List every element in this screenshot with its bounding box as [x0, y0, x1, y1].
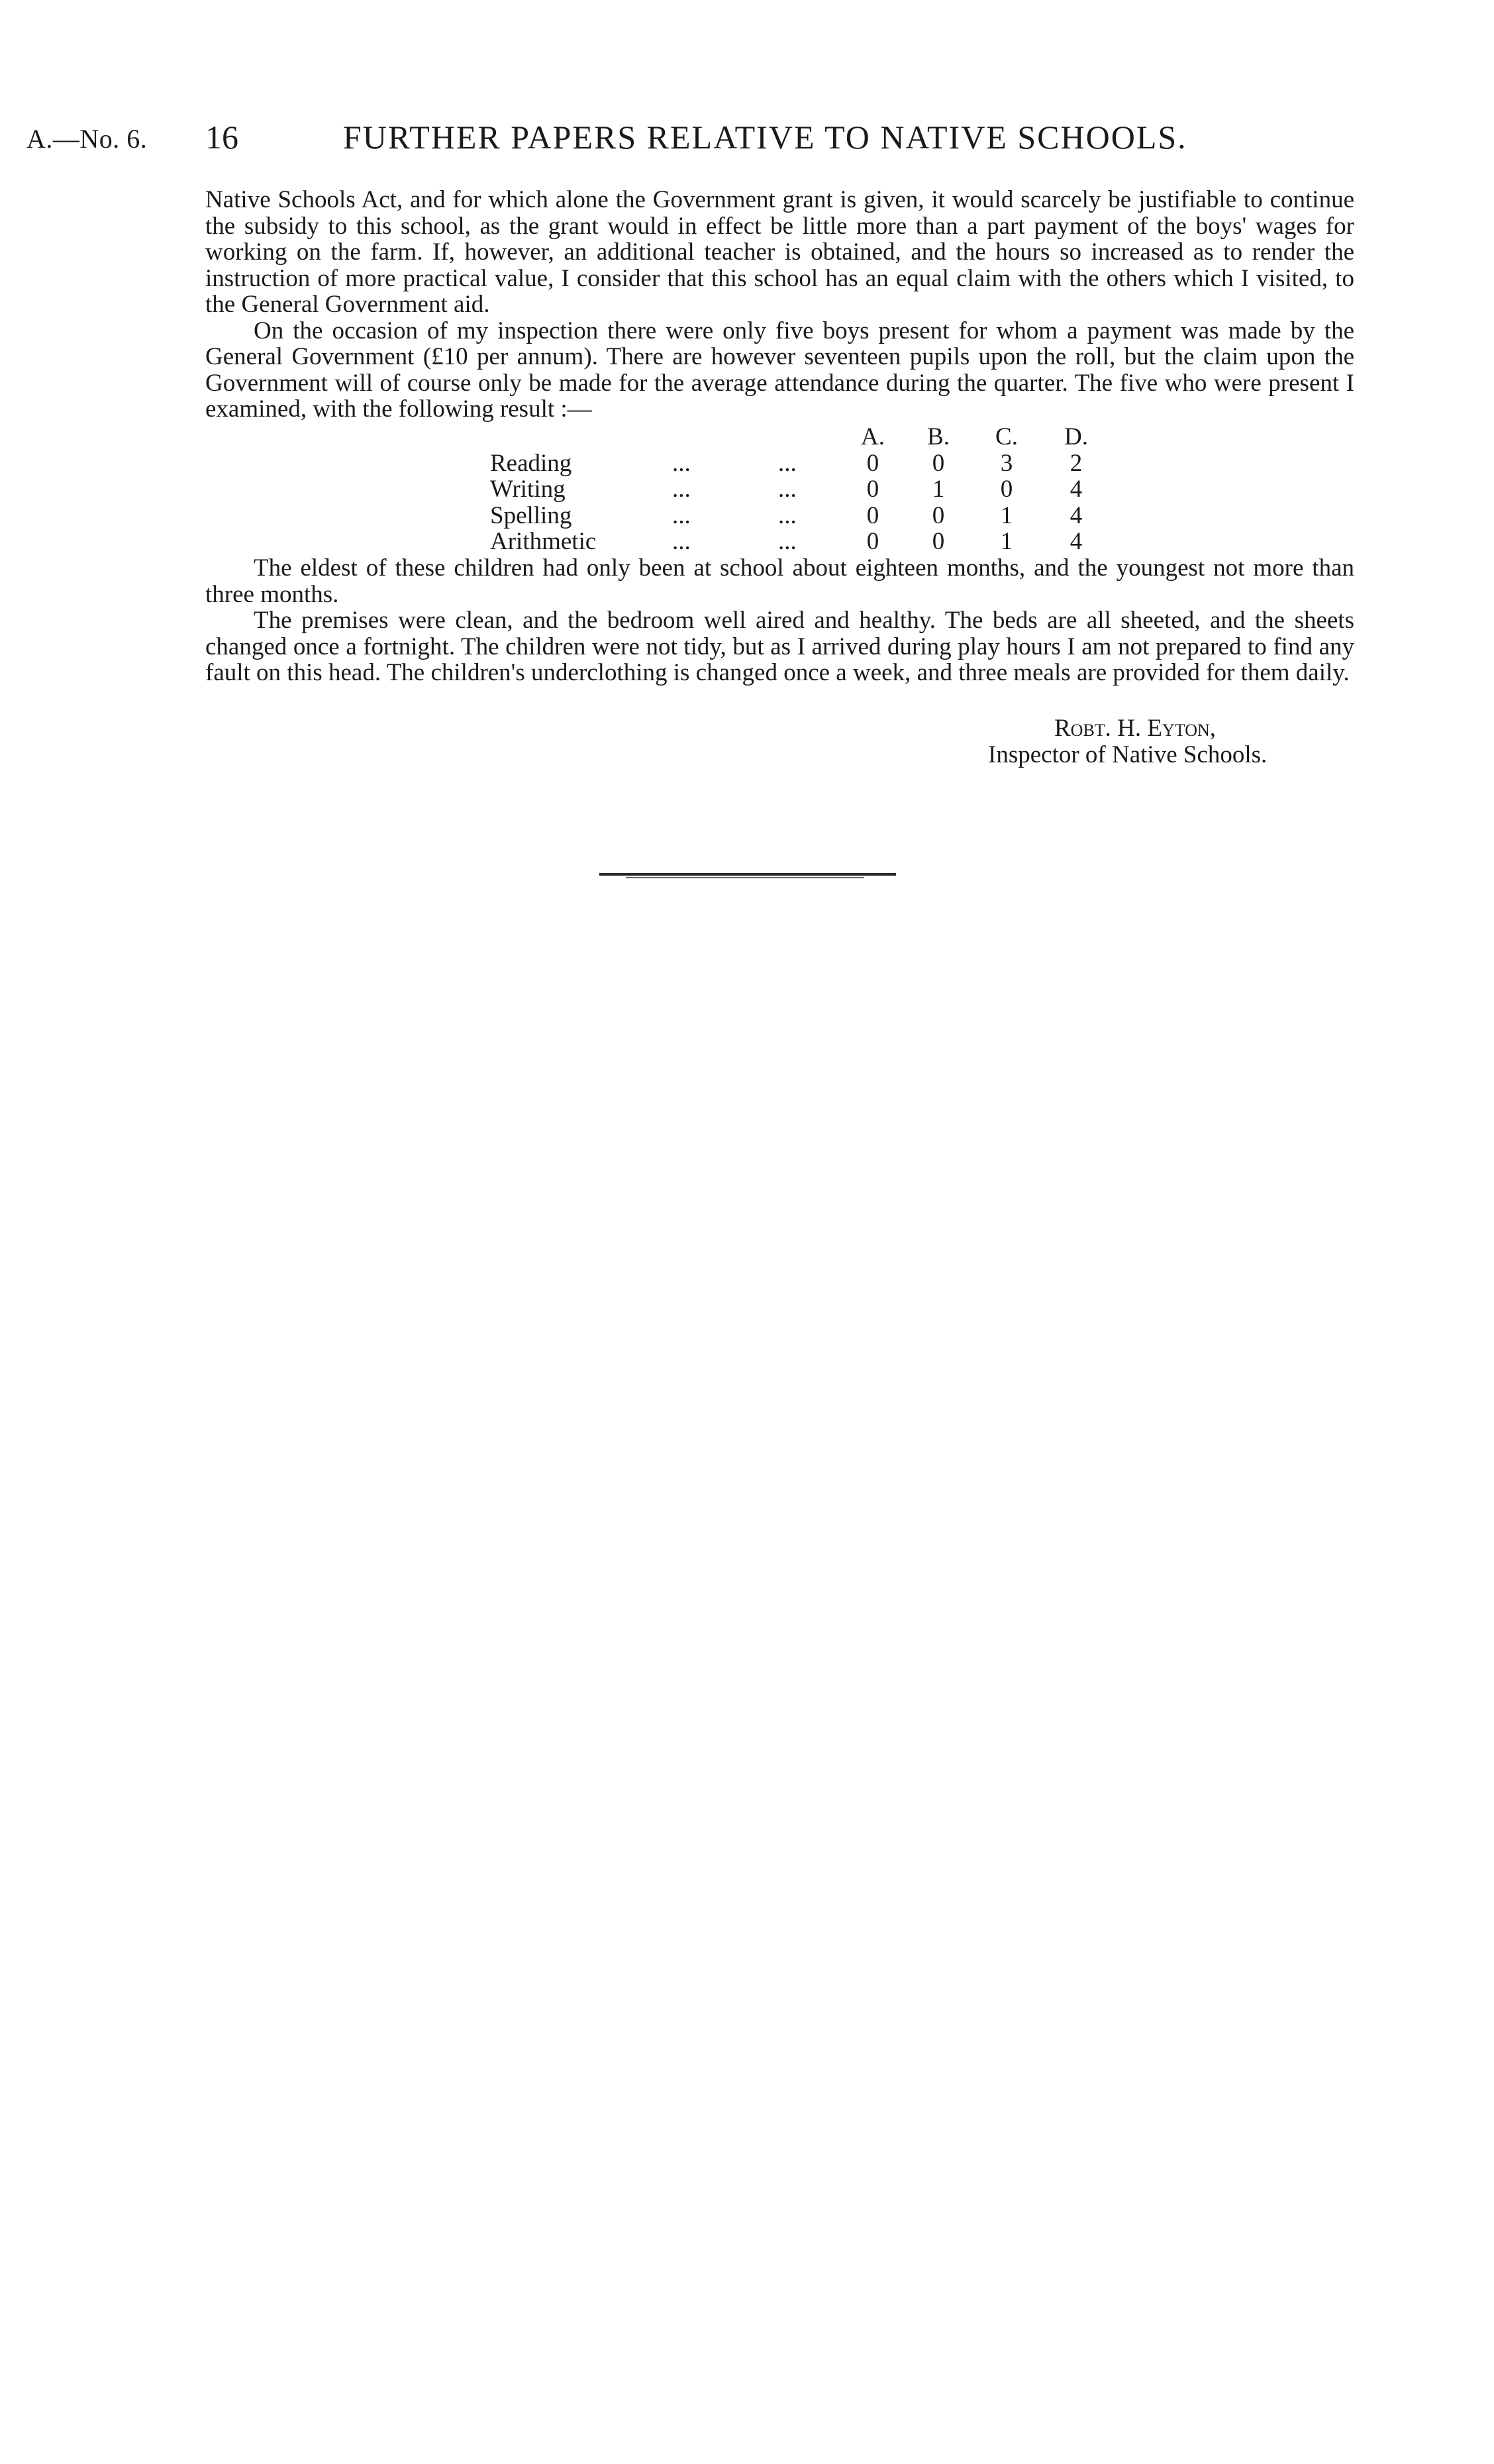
- table-row: [490, 529, 1126, 555]
- cell-a: 0: [866, 501, 879, 529]
- signature-title: Inspector of Native Schools.: [988, 741, 1268, 768]
- table-header-row: [490, 424, 1126, 450]
- leader-dots: ...: [672, 528, 691, 555]
- leader-dots: ...: [672, 476, 691, 503]
- row-subject: Spelling: [490, 501, 572, 529]
- signature-block: [988, 715, 1267, 768]
- cell-c: 0: [1000, 476, 1013, 503]
- paragraph-1: Native Schools Act, and for which alone the Government grant is given, it would scarcely be justifiable to continue the subsidy to this school, as the grant would in effect be little more than a part payment of the boys' wages for working on the farm. If, however, an additional teacher is obtained, and the hours so increased as to render the instruction of more practical value, I consider that this school has an equal claim with the others which I visited, to the General Government aid.: [205, 186, 1354, 318]
- body-text-lower: [205, 555, 1354, 686]
- leader-dots: ...: [778, 476, 797, 503]
- table-row: [490, 450, 1126, 477]
- cell-a: 0: [866, 528, 879, 555]
- page-header: [26, 118, 1417, 164]
- table-row: [490, 503, 1126, 529]
- cell-a: 0: [866, 449, 879, 477]
- cell-b: 1: [932, 476, 945, 503]
- cell-d: 2: [1070, 449, 1083, 477]
- row-subject: Reading: [490, 449, 572, 477]
- cell-c: 1: [1000, 528, 1013, 555]
- leader-dots: ...: [672, 501, 691, 529]
- signature-name: Robt. H. Eyton,: [1054, 715, 1216, 742]
- leader-dots: ...: [672, 449, 691, 477]
- table-row: [490, 476, 1126, 503]
- body-text-upper: [205, 187, 1354, 423]
- leader-dots: ...: [778, 449, 797, 477]
- document-reference: A.—No. 6.: [26, 124, 148, 154]
- results-table: [490, 424, 1126, 555]
- cell-d: 4: [1070, 501, 1083, 529]
- leader-dots: ...: [778, 528, 797, 555]
- cell-c: 3: [1000, 449, 1013, 477]
- column-header-d: D.: [1064, 423, 1088, 450]
- column-header-c: C.: [995, 423, 1018, 450]
- page-number: 16: [205, 119, 238, 156]
- cell-c: 1: [1000, 501, 1013, 529]
- cell-b: 0: [932, 528, 945, 555]
- closing-rule: [599, 873, 896, 876]
- running-title: FURTHER PAPERS RELATIVE TO NATIVE SCHOOLS.: [343, 119, 1187, 156]
- paragraph-4: The premises were clean, and the bedroom well aired and healthy. The beds are all sheeted, and the sheets changed once a fortnight. The children were not tidy, but as I arrived during play hours I am not prepared to find any fault on this head. The children's underclothing is changed once a week, and three meals are provided for them daily.: [205, 607, 1354, 686]
- leader-dots: ...: [778, 501, 797, 529]
- cell-d: 4: [1070, 476, 1083, 503]
- column-header-b: B.: [927, 423, 950, 450]
- row-subject: Writing: [490, 476, 566, 503]
- cell-a: 0: [866, 476, 879, 503]
- cell-d: 4: [1070, 528, 1083, 555]
- row-subject: Arithmetic: [490, 528, 597, 555]
- column-header-a: A.: [861, 423, 885, 450]
- paragraph-3: The eldest of these children had only been at school about eighteen months, and the youngest not more than three months.: [205, 554, 1354, 608]
- paragraph-2: On the occasion of my inspection there were only five boys present for whom a payment was made by the General Government (£10 per annum). There are however seventeen pupils upon the roll, but the claim upon the Government will of course only be made for the average attendance during the quarter. The five who were present I examined, with the following result :—: [205, 317, 1354, 423]
- cell-b: 0: [932, 449, 945, 477]
- cell-b: 0: [932, 501, 945, 529]
